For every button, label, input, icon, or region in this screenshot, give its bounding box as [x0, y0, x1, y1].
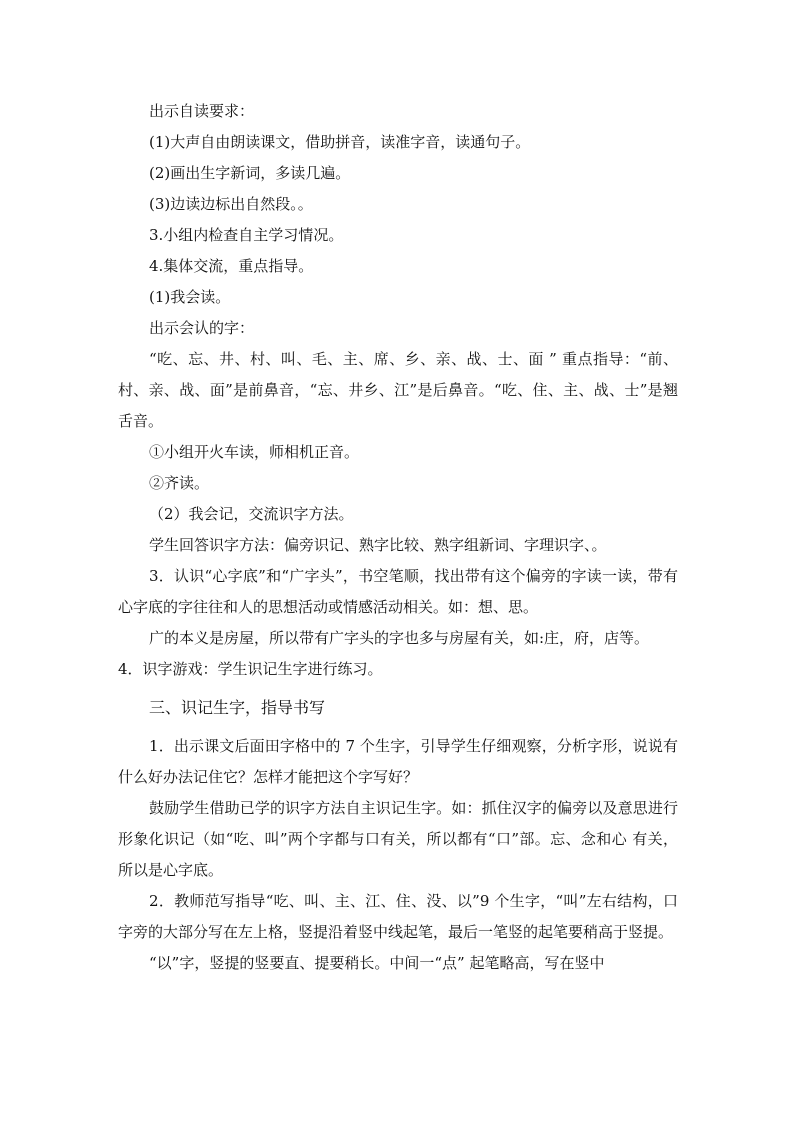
paragraph: 学生回答识字方法：偏旁识记、熟字比较、熟字组新词、字理识字、。 [149, 536, 607, 554]
section-heading: 三、识记生字，指导书写 [149, 698, 326, 717]
paragraph: “吃、忘、井、村、叫、毛、主、席、乡、亲、战、士、面 ” 重点指导：“前、村、亲、战、面”是前鼻音，“忘、井乡、江”是后鼻音。“吃、住、主、战、士”是翘舌音。 [118, 350, 678, 430]
paragraph: 3.小组内检查自主学习情况。 [149, 226, 344, 244]
paragraph: “以”字，竖提的竖要直、提要稍长。中间一“点” 起笔略高，写在竖中 [149, 954, 605, 972]
paragraph: 出示自读要求： [149, 102, 255, 120]
paragraph: (1)大声自由朗读课文，借助拼音，读准字音，读通句子。 [149, 133, 531, 151]
paragraph: 3．认识“心字底”和“广字头”，书空笔顺，找出带有这个偏旁的字读一读，带有心字底的字往往和人的思想活动或情感活动相关。如：想、思。 [118, 567, 678, 616]
paragraph: 4．识字游戏：学生识记生字进行练习。 [118, 660, 383, 678]
paragraph: 出示会认的字： [149, 319, 255, 337]
paragraph: (1)我会读。 [149, 288, 231, 306]
paragraph: 广的本义是房屋，所以带有广字头的字也多与房屋有关，如:庄，府，店等。 [149, 629, 650, 647]
paragraph: 1．出示课文后面田字格中的 7 个生字，引导学生仔细观察，分析字形，说说有什么好办法记住它？怎样才能把这个字写好？ [118, 737, 678, 786]
paragraph: ①小组开火车读，师相机正音。 [149, 443, 360, 461]
paragraph: （2）我会记，交流识字方法。 [149, 505, 354, 523]
paragraph: 2．教师范写指导“吃、叫、主、江、住、没、以”9 个生字，“叫”左右结构，口字旁的大部分写在左上格，竖提沿着竖中线起笔，最后一笔竖的起笔要稍高于竖提。 [118, 892, 678, 941]
paragraph: ②齐读。 [149, 474, 210, 492]
paragraph: (3)边读边标出自然段。。 [149, 195, 313, 213]
paragraph: 鼓励学生借助已学的识字方法自主识记生字。如：抓住汉字的偏旁以及意思进行形象化识记（如“吃、叫”两个字都与口有关，所以都有“口”部。忘、念和心 有关，所以是心字底。 [118, 799, 678, 879]
document-body [118, 96, 678, 979]
paragraph: 4.集体交流，重点指导。 [149, 257, 314, 275]
paragraph: (2)画出生字新词，多读几遍。 [149, 164, 351, 182]
